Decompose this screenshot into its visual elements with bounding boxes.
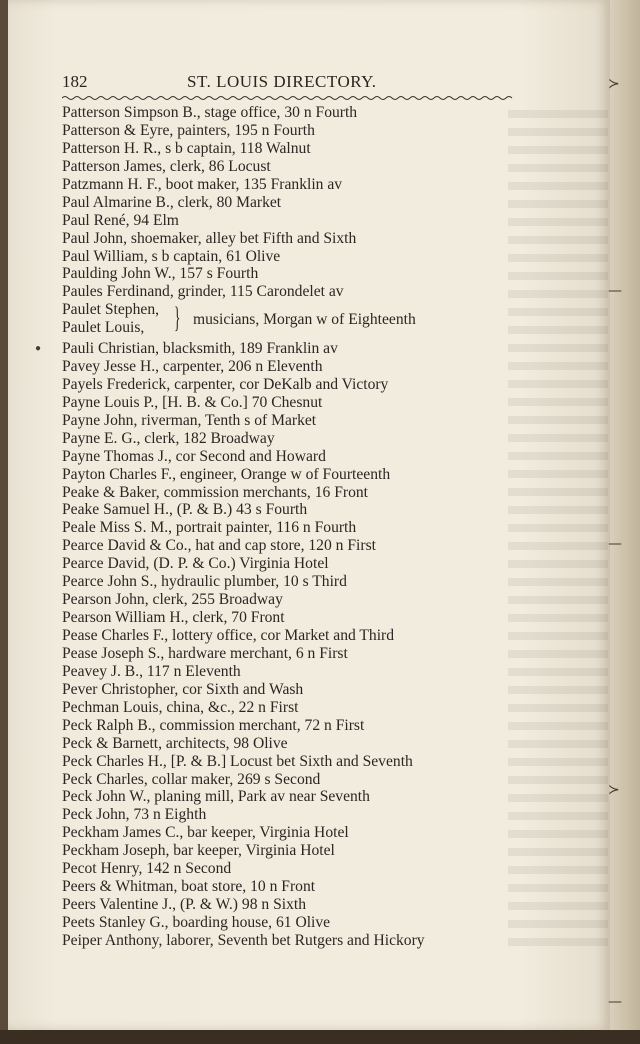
directory-entry: Peck Charles H., [P. & B.] Locust bet Sixth and Seventh [62,752,413,770]
braced-description: musicians, Morgan w of Eighteenth [193,311,416,328]
binding-stitch: ≻ [608,782,620,798]
directory-entry: Peake Samuel H., (P. & B.) 43 s Fourth [62,501,308,519]
directory-entries-top [62,104,532,301]
directory-entry: Payne John, riverman, Tenth s of Market [62,411,317,429]
directory-entry: Peck John, 73 n Eighth [62,806,207,824]
directory-entry: Patterson James, clerk, 86 Locust [62,157,271,175]
directory-entries-bottom [62,340,532,950]
directory-entry: Paul William, s b captain, 61 Olive [62,247,281,265]
running-title: ST. LOUIS DIRECTORY. [187,72,377,91]
directory-entry: Payels Frederick, carpenter, cor DeKalb and Victory [62,375,389,393]
directory-entry: Patterson H. R., s b captain, 118 Walnut [62,139,311,157]
directory-entry: Pease Charles F., lottery office, cor Market and Third [62,627,395,644]
brace-glyph: } [174,301,181,334]
directory-entry: Pauli Christian, blacksmith, 189 Franklin av [62,340,338,357]
binding-stitch: — [608,283,622,299]
directory-entry: Paul John, shoemaker, alley bet Fifth and Sixth [62,229,357,247]
directory-entry: Pearce David, (D. P. & Co.) Virginia Hotel [62,555,329,573]
directory-entry: Peckham James C., bar keeper, Virginia Hotel [62,824,349,842]
directory-entry: Peets Stanley G., boarding house, 61 Olive [62,914,331,931]
directory-entry: Pever Christopher, cor Sixth and Wash [62,680,304,698]
binding-stitch: ≻ [608,76,620,92]
directory-entry: Peck Ralph B., commission merchant, 72 n First [62,716,365,734]
directory-entry: Patzmann H. F., boot maker, 135 Franklin av [62,175,343,193]
directory-entry: Pearson John, clerk, 255 Broadway [62,591,283,609]
directory-entry: Pease Joseph S., hardware merchant, 6 n First [62,644,348,662]
directory-entry-name: Paulet Louis, [62,318,145,336]
directory-entry: Paul Almarine B., clerk, 80 Market [62,193,282,211]
margin-dot: ● [35,343,42,354]
directory-entry: Payne Louis P., [H. B. & Co.] 70 Chesnut [62,393,323,411]
braced-names [62,301,159,337]
directory-entry: Pearce John S., hydraulic plumber, 10 s Third [62,573,347,591]
directory-entry: Payne Thomas J., cor Second and Howard [62,447,326,465]
directory-entry: Peers Valentine J., (P. & W.) 98 n Sixth [62,896,307,914]
page-number: 182 [62,72,88,91]
directory-entry: Patterson & Eyre, painters, 195 n Fourth [62,121,315,139]
directory-entry: Payton Charles F., engineer, Orange w of Fourteenth [62,465,391,483]
directory-entry: Pecot Henry, 142 n Second [62,860,232,878]
directory-entry: Patterson Simpson B., stage office, 30 n Fourth [62,104,358,121]
directory-entry: Paul René, 94 Elm [62,211,179,229]
header-wavy-rule [62,95,522,101]
directory-entry: Pearson William H., clerk, 70 Front [62,609,285,627]
directory-entry: Paules Ferdinand, grinder, 115 Carondelet av [62,283,344,301]
directory-entry: Peale Miss S. M., portrait painter, 116 n Fourth [62,519,357,537]
book-fore-edge [610,0,640,1044]
directory-entry: Pearce David & Co., hat and cap store, 120 n First [62,537,376,555]
binding-stitch: — [608,536,622,552]
directory-entry: Peck Charles, collar maker, 269 s Second [62,770,321,788]
directory-entry: Peake & Baker, commission merchants, 16 Front [62,483,368,501]
directory-entry-name: Paulet Stephen, [62,301,160,318]
directory-entry: Pechman Louis, china, &c., 22 n First [62,698,299,716]
directory-entry: Peers & Whitman, boat store, 10 n Front [62,878,316,896]
directory-entry: Paulding John W., 157 s Fourth [62,265,259,283]
directory-entry: Peckham Joseph, bar keeper, Virginia Hotel [62,842,335,860]
directory-entry: Peiper Anthony, laborer, Seventh bet Rutgers and Hickory [62,931,425,949]
page-header [62,72,522,94]
directory-entry: Pavey Jesse H., carpenter, 206 n Eleventh [62,357,323,375]
binding-stitch: — [608,994,622,1010]
book-bottom-edge [0,1030,640,1044]
directory-entry: Peck John W., planing mill, Park av near Seventh [62,788,370,806]
directory-entry: Peck & Barnett, architects, 98 Olive [62,734,288,752]
braced-entry [62,301,532,337]
directory-entry: Payne E. G., clerk, 182 Broadway [62,429,275,447]
directory-entry: Peavey J. B., 117 n Eleventh [62,662,241,680]
